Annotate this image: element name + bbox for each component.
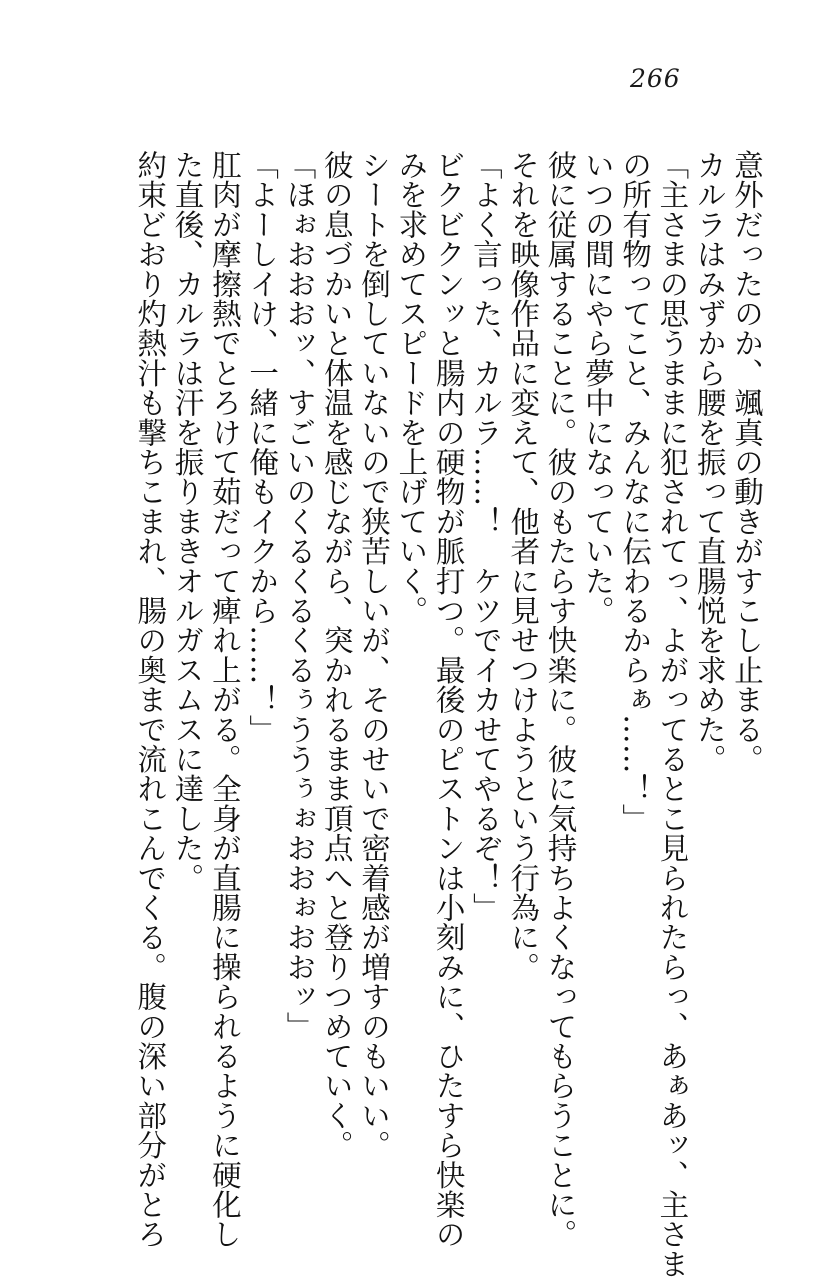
text-line: 「ほぉおおおッ、すごいのくるくるくるぅううぅぉおおぉおおッ」 bbox=[282, 150, 317, 1041]
text-line: 「主さまの思うままに犯されてっ、よがってるとこ見られたらっ、あぁあッ、主さま bbox=[655, 150, 690, 1279]
text-line: 「よーしイけ、一緒に俺もイクから……！」 bbox=[245, 150, 280, 744]
text-line: それを映像作品に変えて、他者に見せつけようという行為に。 bbox=[506, 150, 541, 982]
text-line: シートを倒していないので狭苦しいが、そのせいで密着感が増すのもいい。 bbox=[357, 150, 392, 1160]
text-line: 約束どおり灼熱汁も撃ちこまれ、腸の奥まで流れこんでくる。腹の深い部分がとろ bbox=[133, 150, 168, 1249]
text-line: みを求めてスピードを上げていく。 bbox=[394, 150, 429, 626]
text-line: カルラはみずから腰を振って直腸悦を求めた。 bbox=[692, 150, 727, 774]
novel-body-text bbox=[131, 150, 765, 1279]
text-line: ビクビクンッと腸内の硬物が脈打つ。最後のピストンは小刻みに、ひたすら快楽の bbox=[431, 150, 466, 1249]
text-line: 彼の息づかいと体温を感じながら、突かれるまま頂点へと登りつめていく。 bbox=[319, 150, 354, 1160]
text-line: 肛肉が摩擦熱でとろけて茹だって痺れ上がる。全身が直腸に操られるように硬化し bbox=[207, 150, 242, 1249]
text-line: た直後、カルラは汗を振りまきオルガスムスに達した。 bbox=[170, 150, 205, 893]
text-line: 意外だったのか、颯真の動きがすこし止まる。 bbox=[730, 150, 764, 774]
text-line: いつの間にやら夢中になっていた。 bbox=[580, 150, 615, 626]
text-line: 彼に従属することに。彼のもたらす快楽に。彼に気持ちよくなってもらうことに。 bbox=[543, 150, 578, 1249]
page-number: 266 bbox=[630, 64, 681, 93]
text-line: の所有物ってこと、みんなに伝わるからぁ……！」 bbox=[618, 150, 653, 834]
text-line: 「よく言った、カルラ……！ ケツでイカせてやるぞ！」 bbox=[468, 150, 503, 923]
